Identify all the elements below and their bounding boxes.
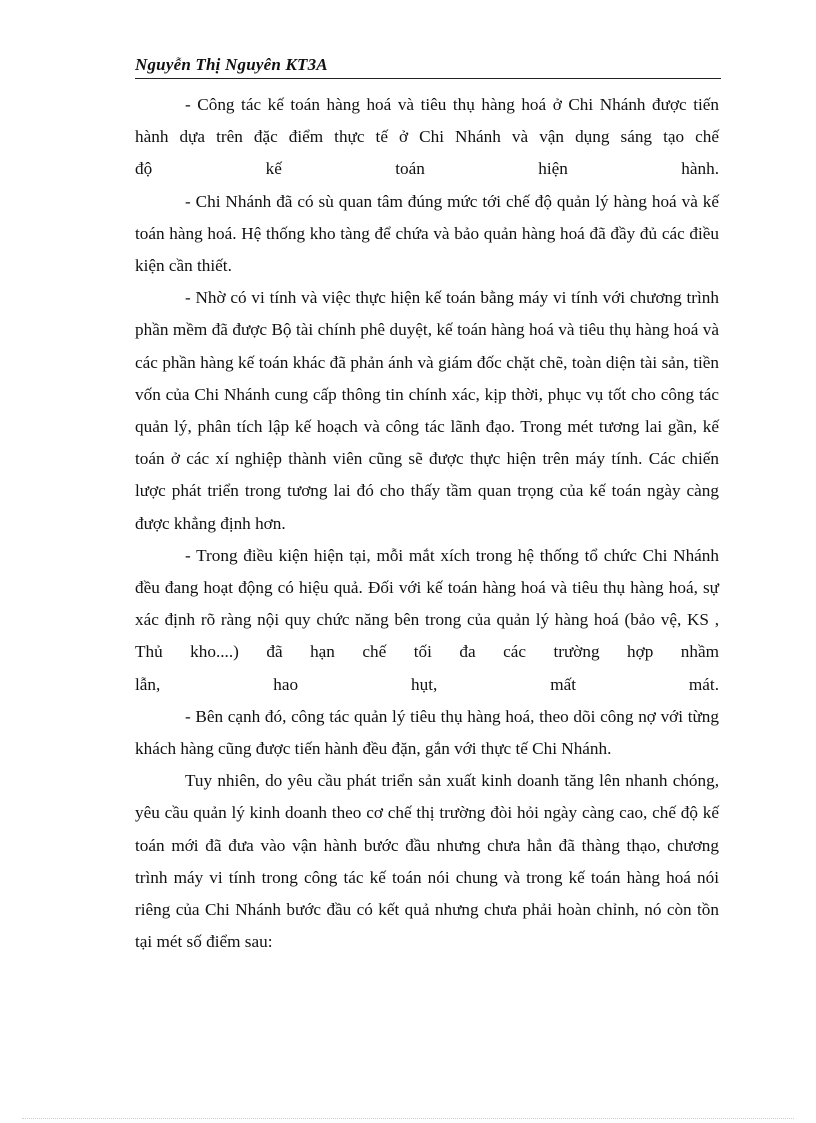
paragraph-management-attention: - Chi Nhánh đã có sù quan tâm đúng mức tới chế độ quản lý hàng hoá và kế toán hàng hoá. Hệ thống kho tàng để chứa và bảo quản hàng hoá đã đầy đủ các điều kiện cần thiết.	[135, 191, 719, 276]
paragraph-current-conditions-lead: - Trong điều kiện hiện tại, mỗi mắt xích trong hệ thống tổ chức Chi Nhánh đều đang hoạt động có hiệu quả. Đối với kế toán hàng hoá và tiêu thụ hàng hoá, sự xác định rõ ràng nội quy chức năng bên trong của quản lý hàng hoá (bảo vệ, KS , Thủ kho....) đã hạn chế tối đa các trường hợp nhầm	[135, 545, 719, 662]
paragraph-accounting-work-tail: độ kế toán hiện hành.	[135, 159, 719, 179]
paragraph-limitations: Tuy nhiên, do yêu cầu phát triển sản xuất kinh doanh tăng lên nhanh chóng, yêu cầu quản lý kinh doanh theo cơ chế thị trường đòi hỏi ngày càng cao, chế độ kế toán mới đã đưa vào vận hành bước đầu nhưng chưa hẳn đã thàng thạo, chương trình máy vi tính trong công tác kế toán nói chung và trong kế toán hàng hoá nói riêng của Chi Nhánh bước đầu có kết quả nhưng chưa phải hoàn chỉnh, nó còn tồn tại mét số điểm sau:	[135, 771, 719, 952]
footer-divider	[22, 1118, 794, 1119]
paragraph-current-conditions	[135, 540, 719, 669]
author-title: Nguyễn Thị Nguyên KT3A	[135, 55, 328, 74]
paragraph-current-conditions-tail: lẫn, hao hụt, mất mát.	[135, 674, 719, 694]
paragraph-computerization: - Nhờ có vi tính và việc thực hiện kế toán bằng máy vi tính với chương trình phần mềm đã được Bộ tài chính phê duyệt, kế toán hàng hoá và tiêu thụ hàng hoá và các phần hàng kế toán khác đã phản ánh và giám đốc chặt chẽ, toàn diện tài sản, tiền vốn của Chi Nhánh cung cấp thông tin chính xác, kịp thời, phục vụ tốt cho công tác quản lý, phân tích lập kế hoạch và công tác lãnh đạo. Trong mét tương lai gần, kế toán ở các xí nghiệp thành viên cũng sẽ được thực hiện trên máy tính. Các chiến lược phát triển trong tương lai đó cho thấy tầm quan trọng của kế toán ngày càng được khẳng định hơn.	[135, 288, 719, 533]
document-body	[135, 89, 719, 958]
page-header	[135, 52, 721, 79]
paragraph-accounting-work	[135, 89, 719, 153]
paragraph-debt-tracking: - Bên cạnh đó, công tác quản lý tiêu thụ hàng hoá, theo dõi công nợ với từng khách hàng cũng được tiến hành đều đặn, gắn với thực tế Chi Nhánh.	[135, 706, 719, 759]
paragraph-accounting-work-lead: - Công tác kế toán hàng hoá và tiêu thụ hàng hoá ở Chi Nhánh được tiến hành dựa trên đặc điểm thực tế ở Chi Nhánh và vận dụng sáng tạo chế	[135, 95, 719, 147]
